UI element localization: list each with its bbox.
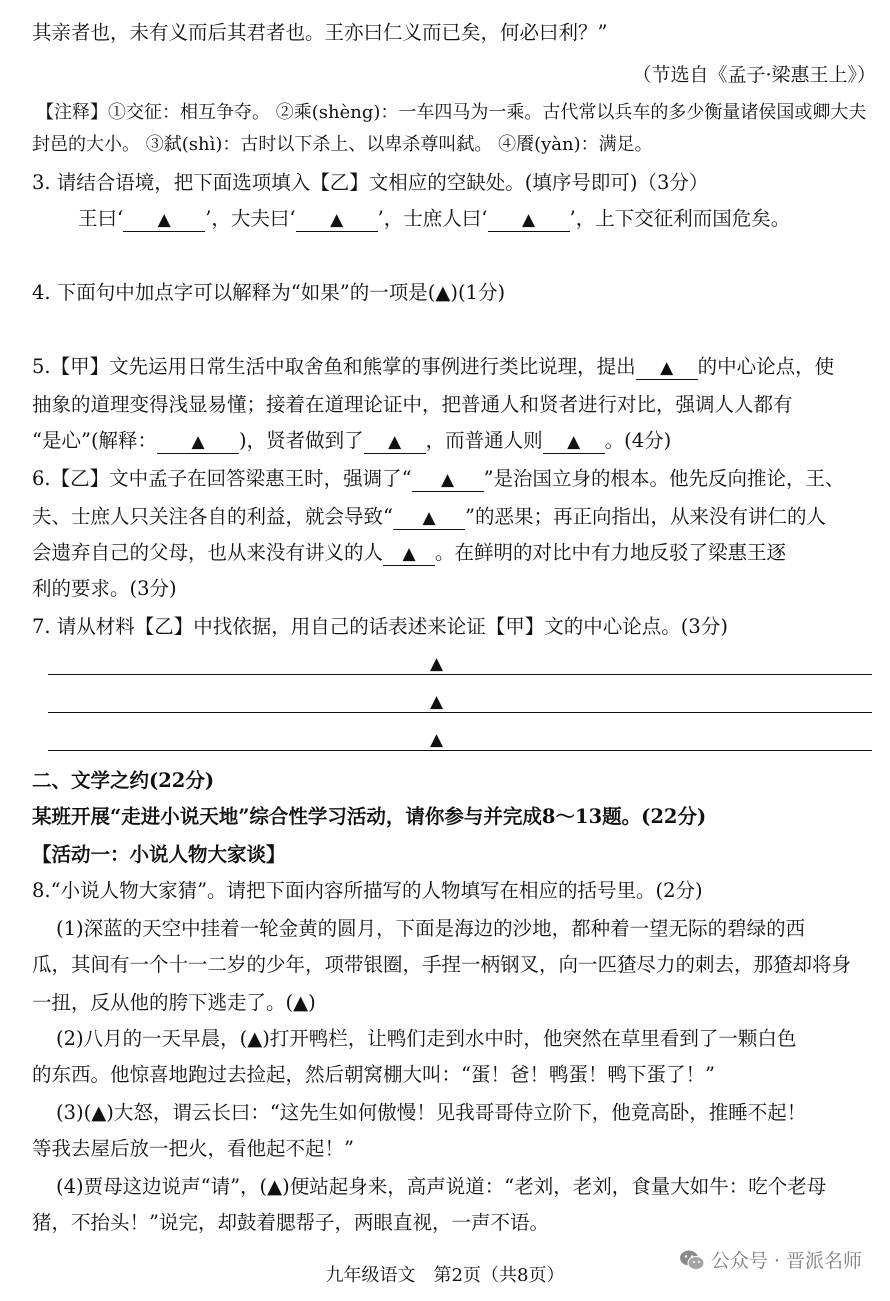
blank-mark-icon: ▲ xyxy=(330,210,344,230)
answer-blank[interactable] xyxy=(123,208,205,232)
answer-blank[interactable] xyxy=(157,430,239,454)
question-6-line xyxy=(32,504,872,530)
answer-line[interactable] xyxy=(48,750,872,751)
blank-mark-icon: ▲ xyxy=(441,470,455,490)
section-heading: 二、文学之约(22分) xyxy=(32,769,215,792)
question-8-passage: (2)八月的一天早晨，(▲)打开鸭栏，让鸭们走到水中时，他突然在草里看到了一颗白色 xyxy=(56,1027,797,1050)
text-line: 其亲者也，未有义而后其君者也。王亦曰仁义而已矣，何必曰利？” xyxy=(32,21,608,44)
text-fragment: ，而普通人则 xyxy=(425,429,543,452)
text-fragment: 5.【甲】文先运用日常生活中取舍鱼和熊掌的事例进行类比说理，提出 xyxy=(32,355,636,378)
text-fragment: )，贤者做到了 xyxy=(239,429,364,452)
text-fragment: ”的恶果；再正向指出，从来没有讲仁的人 xyxy=(464,505,826,528)
text-fragment: 。在鲜明的对比中有力地反驳了梁惠王逐 xyxy=(435,541,787,564)
question-8-passage: 等我去屋后放一把火，看他起不起！” xyxy=(32,1137,354,1160)
question-3-stem: 3. 请结合语境，把下面选项填入【乙】文相应的空缺处。(填序号即可)（3分） xyxy=(32,171,709,194)
question-6-line xyxy=(32,540,872,566)
text-fragment: 夫、士庶人只关注各自的利益，就会导致“ xyxy=(32,505,393,528)
blank-mark-icon: ▲ xyxy=(191,432,205,452)
question-3-sentence xyxy=(78,206,890,232)
watermark-text: 公众号 · 晋派名师 xyxy=(710,1250,862,1272)
text-fragment: 6.【乙】文中孟子在回答梁惠王时，强调了“ xyxy=(32,467,412,490)
answer-blank[interactable] xyxy=(412,468,484,492)
question-8-passage: 猪，不抬头！”说完，却鼓着腮帮子，两眼直视，一声不语。 xyxy=(32,1211,549,1234)
question-5-line xyxy=(32,354,872,380)
answer-blank[interactable] xyxy=(488,208,570,232)
text-fragment: 王曰‘ xyxy=(78,207,124,230)
answer-blank[interactable] xyxy=(543,430,605,454)
text-fragment: ’，士庶人曰‘ xyxy=(377,207,488,230)
text-fragment: 。(4分) xyxy=(604,429,672,452)
blank-mark-icon: ▲ xyxy=(422,508,436,528)
blank-mark-icon: ▲ xyxy=(430,692,444,712)
question-6-line: 利的要求。(3分) xyxy=(32,577,177,600)
activity-heading: 【活动一：小说人物大家谈】 xyxy=(32,843,286,866)
question-7-stem: 7. 请从材料【乙】中找依据，用自己的话表述来论证【甲】文的中心论点。(3分) xyxy=(32,615,728,638)
text-fragment: ’，上下交征利而国危矣。 xyxy=(569,207,791,230)
question-8-passage: 一扭，反从他的胯下逃走了。(▲) xyxy=(32,991,316,1014)
answer-line[interactable] xyxy=(48,674,872,675)
answer-blank[interactable] xyxy=(636,356,698,380)
blank-mark-icon: ▲ xyxy=(660,358,674,378)
notes-line: 封邑的大小。 ③弑(shì)：古时以下杀上、以卑杀尊叫弑。 ④餍(yàn)：满足。 xyxy=(32,134,653,155)
question-5-line xyxy=(32,428,872,454)
question-5-line: 抽象的道理变得浅显易懂；接着在道理论证中，把普通人和贤者进行对比，强调人人都有 xyxy=(32,393,793,416)
question-6-line xyxy=(32,466,872,492)
question-8-passage: (3)(▲)大怒，谓云长曰：“这先生如何傲慢！见我哥哥侍立阶下，他竟高卧，推睡不起！ xyxy=(56,1101,807,1124)
question-4-stem: 4. 下面句中加点字可以解释为“如果”的一项是(▲)(1分) xyxy=(32,281,506,304)
page-footer: 九年级语文 第2页（共8页） xyxy=(325,1265,565,1286)
answer-blank[interactable] xyxy=(393,506,465,530)
answer-blank[interactable] xyxy=(364,430,426,454)
answer-line[interactable] xyxy=(48,712,872,713)
answer-blank[interactable] xyxy=(296,208,378,232)
text-fragment: ’，大夫曰‘ xyxy=(205,207,296,230)
blank-mark-icon: ▲ xyxy=(157,210,171,230)
blank-mark-icon: ▲ xyxy=(430,654,444,674)
blank-mark-icon: ▲ xyxy=(430,730,444,750)
blank-mark-icon: ▲ xyxy=(402,544,416,564)
text-fragment: 会遗弃自己的父母，也从来没有讲义的人 xyxy=(32,541,384,564)
question-8-passage: 瓜，其间有一个十一二岁的少年，项带银圈，手捏一柄钢叉，向一匹猹尽力的刺去，那猹却将身 xyxy=(32,953,852,976)
blank-mark-icon: ▲ xyxy=(521,210,536,230)
blank-mark-icon: ▲ xyxy=(388,432,402,452)
answer-blank[interactable] xyxy=(383,542,435,566)
text-fragment: “是心”(解释： xyxy=(32,429,158,452)
activity-intro: 某班开展“走进小说天地”综合性学习活动，请你参与并完成8～13题。(22分) xyxy=(32,805,707,828)
question-8-passage: (1)深蓝的天空中挂着一轮金黄的圆月，下面是海边的沙地，都种着一望无际的碧绿的西 xyxy=(56,917,806,940)
source-citation: （节选自《孟子·梁惠王上》） xyxy=(632,64,876,86)
text-fragment: ”是治国立身的根本。他先反向推论，王、 xyxy=(483,467,845,490)
notes-line: 【注释】①交征：相互争夺。 ②乘(shèng)：一车四马为一乘。古代常以兵车的多少衡量诸侯国或卿大夫 xyxy=(36,102,867,123)
question-8-passage: (4)贾母这边说声“请”，(▲)便站起身来，高声说道：“老刘，老刘，食量大如牛：吃个老母 xyxy=(56,1175,827,1198)
blank-mark-icon: ▲ xyxy=(567,432,581,452)
question-8-stem: 8.“小说人物大家猜”。请把下面内容所描写的人物填写在相应的括号里。(2分) xyxy=(32,879,703,902)
text-fragment: 的中心论点，使 xyxy=(697,355,835,378)
question-8-passage: 的东西。他惊喜地跑过去捡起，然后朝窝棚大叫：“蛋！爸！鸭蛋！鸭下蛋了！” xyxy=(32,1063,715,1086)
